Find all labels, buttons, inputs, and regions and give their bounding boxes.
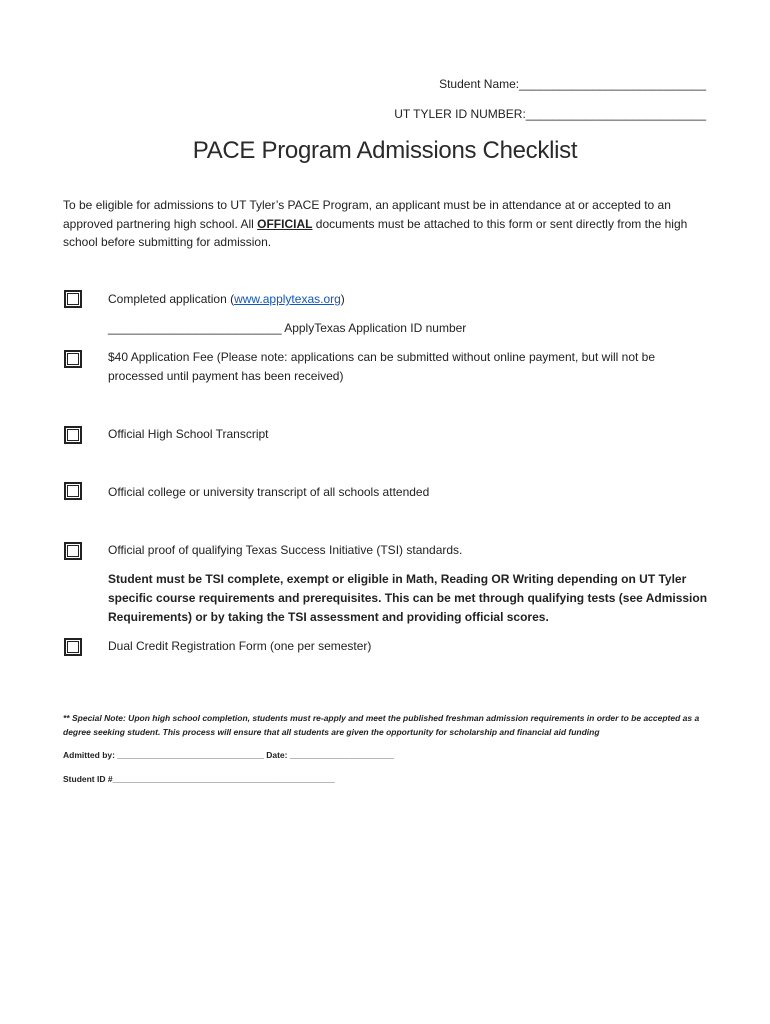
- applytexas-link[interactable]: www.applytexas.org: [234, 292, 341, 306]
- checkbox-tsi[interactable]: [64, 542, 82, 560]
- checkbox-college-transcript[interactable]: [64, 482, 82, 500]
- item-tsi: Official proof of qualifying Texas Success Initiative (TSI) standards.: [108, 543, 463, 557]
- student-id-line[interactable]: Student ID #_______________________________________________: [63, 774, 335, 784]
- checkbox-hs-transcript[interactable]: [64, 426, 82, 444]
- page-title: PACE Program Admissions Checklist: [192, 137, 578, 164]
- application-id-line[interactable]: __________________________ ApplyTexas Application ID number: [108, 321, 467, 335]
- intro-official-emphasis: OFFICIAL: [257, 216, 313, 231]
- item-fee: $40 Application Fee (Please note: applications can be submitted without online payment, but will not be processed until payment has been received): [108, 350, 656, 383]
- checkbox-application[interactable]: [64, 290, 82, 308]
- student-name-field[interactable]: Student Name:____________________________: [439, 77, 706, 91]
- item-hs-transcript: Official High School Transcript: [108, 427, 269, 441]
- item-application: [108, 290, 708, 309]
- application-label: Completed application (: [108, 292, 235, 306]
- ut-tyler-id-field[interactable]: UT TYLER ID NUMBER:___________________________: [394, 107, 706, 121]
- checkbox-dual-credit[interactable]: [64, 638, 82, 656]
- admitted-by-line[interactable]: Admitted by: _______________________________ Date: ______________________: [63, 750, 394, 760]
- special-note: ** Special Note: Upon high school completion, students must re-apply and meet the published freshman admission requirements in order to be accepted as a degree seeking student. This process will ensure that all students are given the opportunity for scholarship and financial aid funding: [63, 713, 700, 737]
- item-college-transcript: Official college or university transcript of all schools attended: [108, 485, 430, 499]
- intro-paragraph: [63, 196, 713, 252]
- item-dual-credit: Dual Credit Registration Form (one per semester): [108, 639, 372, 653]
- application-label-close: ): [340, 292, 345, 306]
- checkbox-fee[interactable]: [64, 350, 82, 368]
- intro-text-1: To be eligible for admissions to UT Tyler’s PACE Program, an applicant must be in attendance at or accepted to an approved partnering high school. All: [63, 198, 671, 231]
- tsi-requirement-note: Student must be TSI complete, exempt or eligible in Math, Reading OR Writing depending on UT Tyler specific course requirements and prerequisites. This can be met through qualifying tests (see Admission Requirements) or by taking the TSI assessment and providing official scores.: [108, 572, 708, 624]
- intro-text-2: documents must be attached to this form or sent directly from the high school before submitting for admission.: [63, 216, 688, 249]
